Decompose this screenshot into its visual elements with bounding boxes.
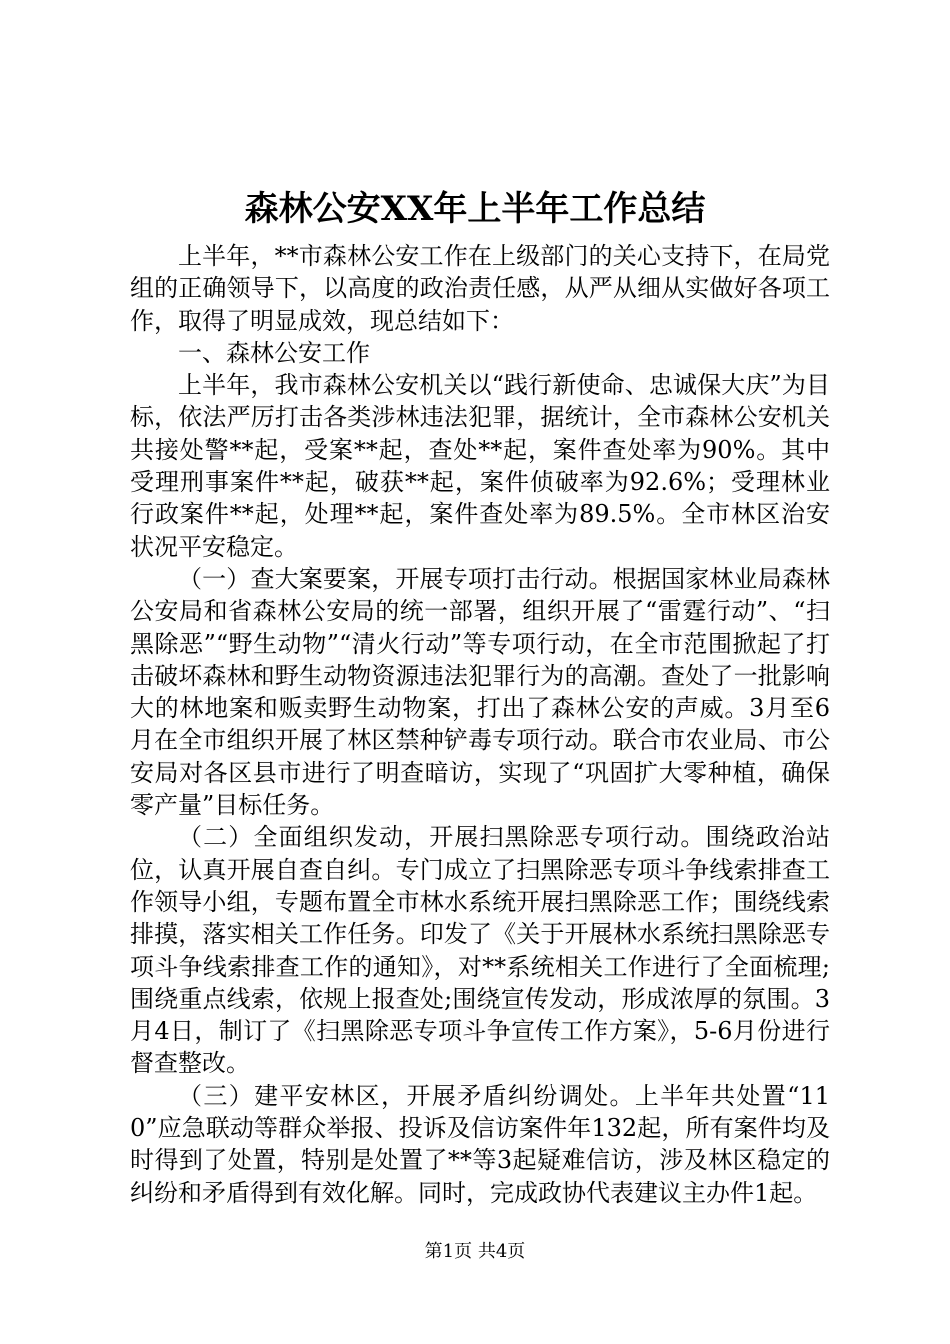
page-number: 第1页 共4页 bbox=[424, 1241, 526, 1262]
document-title: 森林公安XX年上半年工作总结 bbox=[244, 189, 706, 229]
item-paragraph-3: （三）建平安林区，开展矛盾纠纷调处。上半年共处置“110”应急联动等群众举报、投诉及信访案件年132起，所有案件均及时得到了处置，特别是处置了**等3起疑难信访，涉及林区稳定的纠纷和矛盾得到有效化解。同时，完成政协代表建议主办件1起。 bbox=[130, 1081, 830, 1207]
intro-paragraph: 上半年，**市森林公安工作在上级部门的关心支持下，在局党组的正确领导下，以高度的政治责任感，从严从细从实做好各项工作，取得了明显成效，现总结如下： bbox=[130, 242, 830, 335]
section-paragraph: 上半年，我市森林公安机关以“践行新使命、忠诚保大庆”为目标，依法严厉打击各类涉林违法犯罪，据统计，全市森林公安机关共接处警**起，受案**起，查处**起，案件查处率为90%。其中受理刑事案件**起，破获**起，案件侦破率为92.6%；受理林业行政案件**起，处理**起，案件查处率为89.5%。全市林区治安状况平安稳定。 bbox=[130, 371, 830, 561]
item-paragraph-2: （二）全面组织发动，开展扫黑除恶专项行动。围绕政治站位，认真开展自查自纠。专门成立了扫黑除恶专项斗争线索排查工作领导小组，专题布置全市林水系统开展扫黑除恶工作；围绕线索排摸，落实相关工作任务。印发了《关于开展林水系统扫黑除恶专项斗争线索排查工作的通知》，对**系统相关工作进行了全面梳理;围绕重点线索，依规上报查处;围绕宣传发动，形成浓厚的氛围。3月4日，制订了《扫黑除恶专项斗争宣传工作方案》，5-6月份进行督查整改。 bbox=[130, 823, 830, 1078]
section-heading: 一、森林公安工作 bbox=[178, 338, 370, 367]
item-paragraph-1: （一）查大案要案，开展专项打击行动。根据国家林业局森林公安局和省森林公安局的统一部署，组织开展了“雷霆行动”、“扫黑除恶”“野生动物”“清火行动”等专项行动，在全市范围掀起了打击破坏森林和野生动物资源违法犯罪行为的高潮。查处了一批影响大的林地案和贩卖野生动物案，打出了森林公安的声威。3月至6月在全市组织开展了林区禁种铲毒专项行动。联合市农业局、市公安局对各区县市进行了明查暗访，实现了“巩固扩大零种植，确保零产量”目标任务。 bbox=[130, 564, 830, 820]
document-body bbox=[130, 240, 830, 1209]
